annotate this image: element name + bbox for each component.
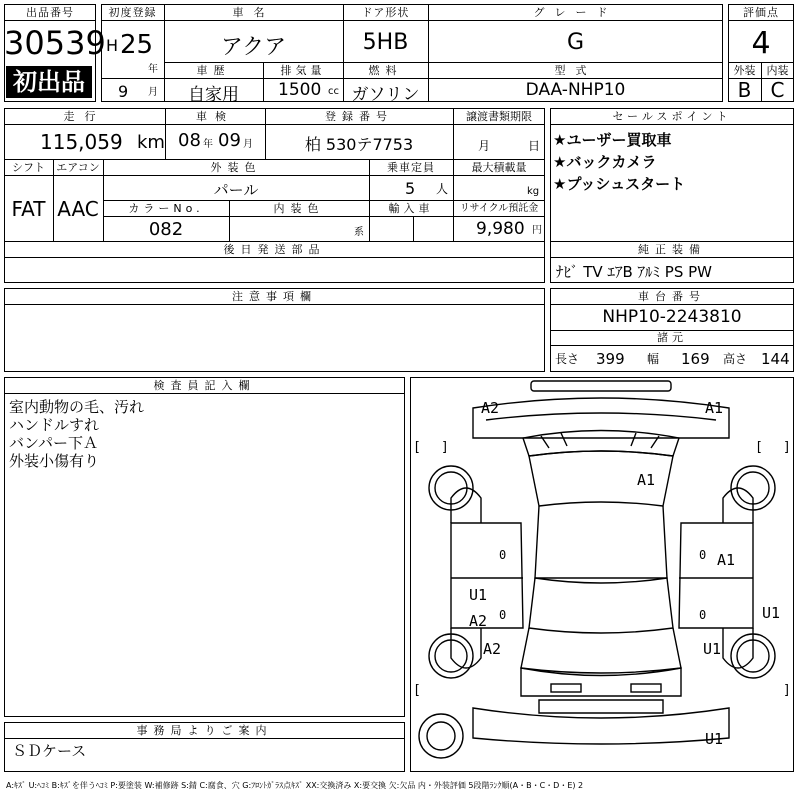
bracket-mark: ] <box>783 683 791 698</box>
model-value: DAA-NHP10 <box>525 80 626 100</box>
legend-text: A:ｷｽﾞ U:ﾍｺﾐ B:ｷｽﾞを伴うﾍｺﾐ P:要塗装 W:補修跡 S:錆 C:腐食、穴 G:ﾌﾛﾝﾄｶﾞﾗｽ点ｷｽﾞ XX:交換済み X:要交換 欠:欠品 内・外装評価 5段階ﾗﾝｸ順(A・B・C・D・E) 2 <box>6 781 584 790</box>
damage-mark: A1 <box>705 399 724 417</box>
exterior-grade-label: 外装 <box>733 64 756 77</box>
shift-value: FAT <box>11 197 46 221</box>
max-load-unit: kg <box>527 186 540 197</box>
transfer-month-unit: 月 <box>478 139 491 153</box>
car-outline <box>411 378 793 771</box>
inspector-line: 室内動物の毛、汚れ <box>9 398 145 416</box>
interior-grade-value: C <box>770 78 785 102</box>
bracket-mark: [ <box>755 440 763 455</box>
displacement-unit: cc <box>328 86 339 97</box>
bracket-mark: ] <box>441 440 449 455</box>
recycle-value: 9,980 <box>476 219 525 239</box>
history-label: 車歴 <box>196 64 231 77</box>
grade-label: グレード <box>533 6 618 19</box>
score-value: 4 <box>751 26 771 61</box>
width-label: 幅 <box>647 352 660 366</box>
inspection-year-unit: 年 <box>203 139 213 150</box>
door-value: 5HB <box>362 30 409 55</box>
chassis-label: 車台番号 <box>638 290 706 303</box>
lot-number: 30539 <box>4 24 106 62</box>
damage-mark: 0 <box>699 548 707 562</box>
damage-mark: A1 <box>637 471 656 489</box>
transfer-label: 譲渡書類期限 <box>466 110 532 123</box>
damage-mark: A2 <box>469 612 488 630</box>
damage-mark: U1 <box>705 730 724 748</box>
dimensions-label: 諸元 <box>657 331 687 344</box>
recycle-unit: 円 <box>532 225 542 236</box>
inspector-line: ハンドルすれ <box>9 416 100 434</box>
plate-value: 柏 530テ7753 <box>304 135 414 154</box>
mileage-value: 115,059 <box>40 130 123 154</box>
exterior-color-value: パール <box>213 181 259 199</box>
inspection-label: 車検 <box>196 110 234 123</box>
first-reg-year: 25 <box>120 30 154 60</box>
inspection-month: 09 <box>218 130 241 151</box>
equipment-label: 純正装備 <box>638 243 706 256</box>
capacity-unit: 人 <box>436 182 449 196</box>
chassis-value: NHP10-2243810 <box>602 307 742 327</box>
first-reg-month-unit: 月 <box>148 87 158 98</box>
capacity-value: 5 <box>405 179 416 198</box>
grade-value: G <box>566 30 585 55</box>
sales-point-item: ★プッシュスタート <box>553 175 686 193</box>
capacity-label: 乗車定員 <box>387 161 435 174</box>
first-listing-badge: 初出品 <box>6 66 92 98</box>
inspector-line: バンパー下Ａ <box>9 434 98 452</box>
damage-mark: A1 <box>717 551 736 569</box>
sales-point-item: ★ユーザー買取車 <box>553 131 672 149</box>
notes-label: 注意事項欄 <box>232 290 317 303</box>
damage-mark: U1 <box>762 604 781 622</box>
bracket-mark: ] <box>783 440 791 455</box>
office-value: ＳＤケース <box>12 742 87 760</box>
color-no-value: 082 <box>148 219 184 240</box>
mileage-unit: km <box>137 132 165 153</box>
damage-mark: U1 <box>469 586 488 604</box>
fuel-value: ガソリン <box>351 85 420 105</box>
first-reg-era: H <box>106 36 119 55</box>
length-label: 長さ <box>555 352 580 366</box>
later-parts-label: 後日発送部品 <box>223 243 326 256</box>
sales-point-item: ★バックカメラ <box>553 153 657 171</box>
mileage-label: 走行 <box>63 110 106 123</box>
import-label: 輸入車 <box>388 202 434 215</box>
transfer-day-unit: 日 <box>528 139 541 153</box>
bracket-mark: [ <box>413 683 421 698</box>
interior-color-unit: 系 <box>354 227 364 238</box>
exterior-grade-value: B <box>737 78 752 102</box>
aircon-value: AAC <box>57 197 99 221</box>
first-reg-month: 9 <box>118 82 129 101</box>
exterior-color-label: 外装色 <box>210 161 262 174</box>
car-diagram <box>410 377 794 772</box>
history-value: 自家用 <box>188 85 239 105</box>
width-value: 169 <box>681 350 710 368</box>
inspection-year: 08 <box>178 130 201 151</box>
interior-color-label: 内装色 <box>273 202 325 215</box>
lot-label: 出品番号 <box>26 6 74 19</box>
height-value: 144 <box>761 350 790 368</box>
interior-grade-label: 内装 <box>766 64 789 77</box>
height-label: 高さ <box>723 352 748 366</box>
damage-mark: 0 <box>499 548 507 562</box>
first-reg-year-unit: 年 <box>148 64 158 75</box>
max-load-label: 最大積載量 <box>471 161 527 174</box>
inspector-label: 検査員記入欄 <box>153 379 256 392</box>
damage-mark: U1 <box>703 640 722 658</box>
car-name-value: アクア <box>220 35 287 60</box>
inspector-line: 外装小傷有り <box>9 452 100 470</box>
fuel-label: 燃料 <box>368 64 403 77</box>
inspection-month-unit: 月 <box>243 139 253 150</box>
displacement-label: 排気量 <box>280 64 326 77</box>
damage-mark: 0 <box>499 608 507 622</box>
damage-mark: A2 <box>481 399 500 417</box>
bracket-mark: [ <box>413 440 421 455</box>
damage-mark: A2 <box>483 640 502 658</box>
sales-points-label: セールスポイント <box>612 110 732 123</box>
length-value: 399 <box>596 350 625 368</box>
car-name-label: 車名 <box>232 6 275 19</box>
equipment-value: ﾅﾋﾞ TV ｴｱB ｱﾙﾐ PS PW <box>556 263 712 281</box>
aircon-label: エアコン <box>56 161 100 174</box>
score-label: 評価点 <box>743 6 779 19</box>
door-label: ドア形状 <box>361 6 410 19</box>
recycle-label: リサイクル預託金 <box>459 203 539 214</box>
first-reg-label: 初度登録 <box>108 6 157 19</box>
plate-label: 登録番号 <box>325 110 393 123</box>
office-label: 事務局よりご案内 <box>136 724 273 737</box>
model-label: 型式 <box>554 64 597 77</box>
shift-label: シフト <box>12 161 45 174</box>
damage-mark: 0 <box>699 608 707 622</box>
displacement-value: 1500 <box>278 80 322 100</box>
color-no-label: カラーNo. <box>128 202 204 215</box>
